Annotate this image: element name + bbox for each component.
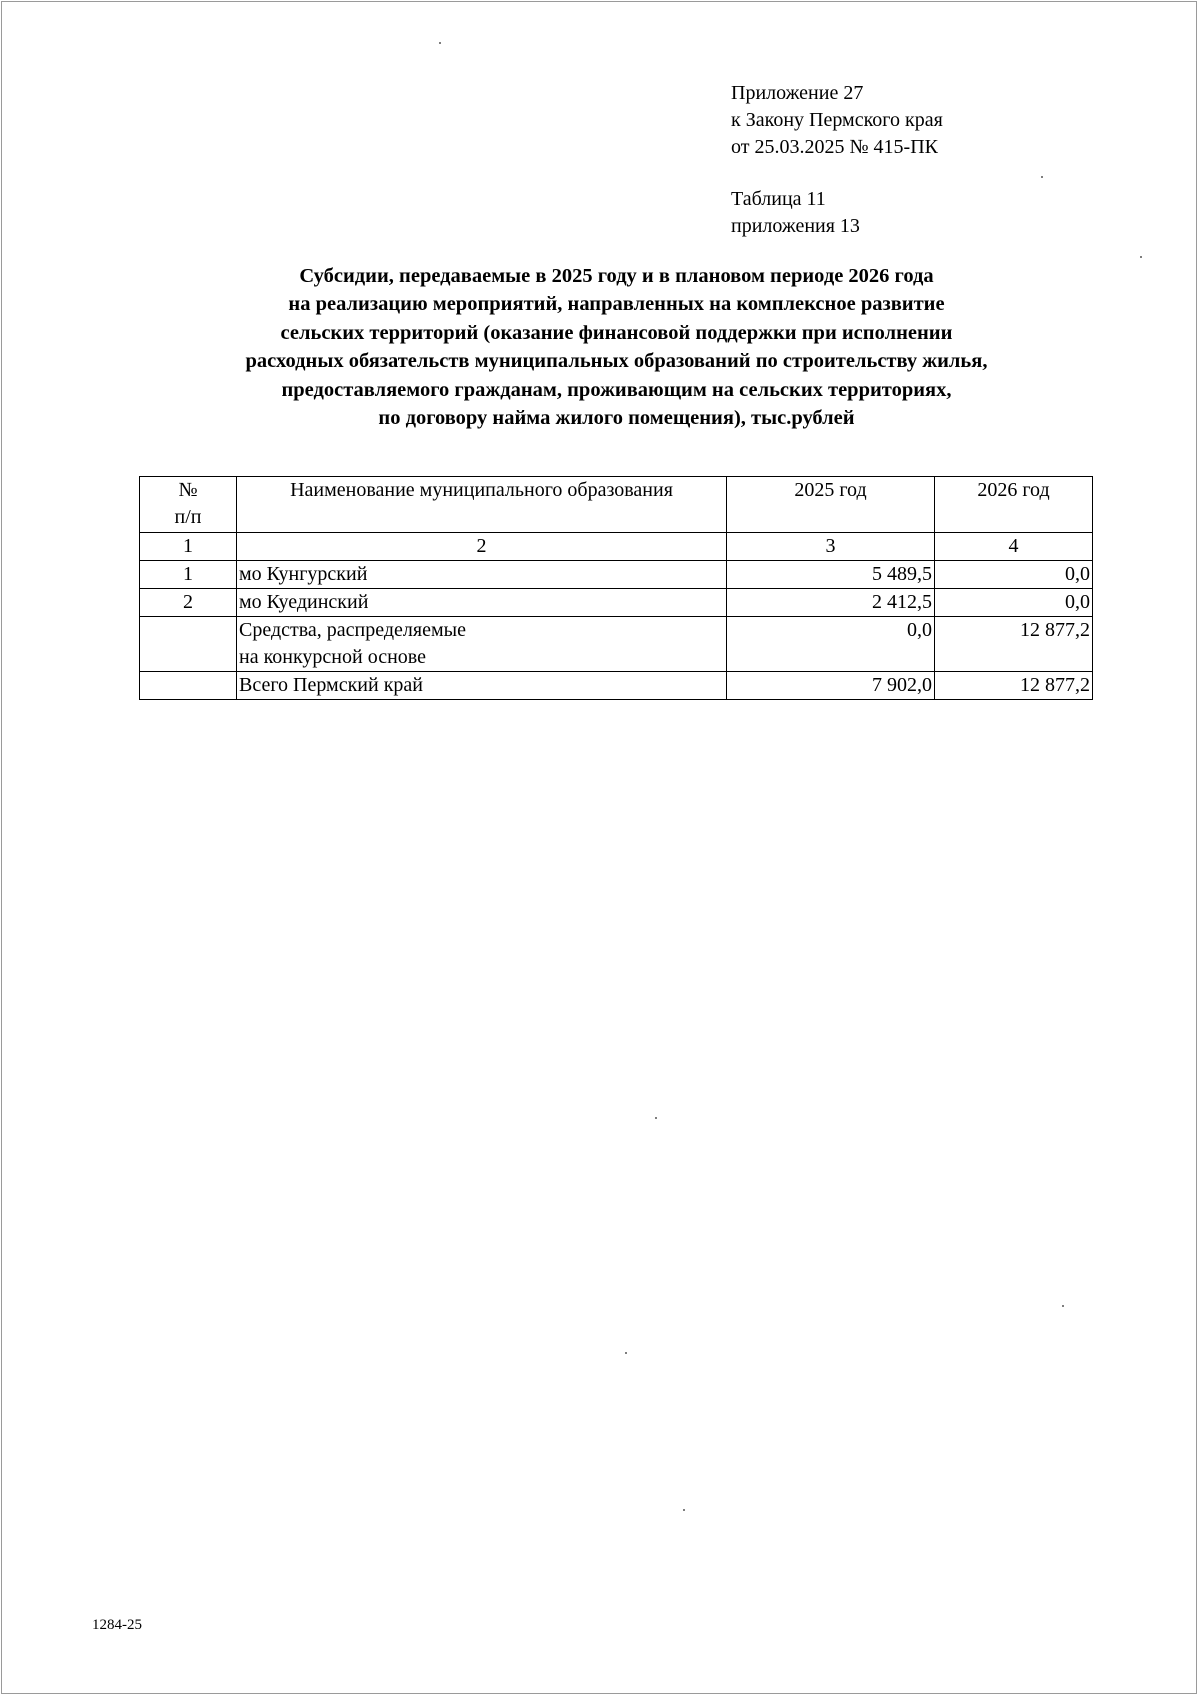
header-num-label: п/п (174, 506, 202, 528)
row-num: 1 (140, 561, 237, 589)
header-name: Наименование муниципального образования (237, 477, 727, 533)
scan-speck (655, 1117, 657, 1119)
header-2025: 2025 год (727, 477, 935, 533)
row-2025-value: 0,0 (727, 617, 935, 672)
title-line: предоставляемого гражданам, проживающим на сельских территориях, (281, 378, 952, 401)
title-line: сельских территорий (оказание финансовой поддержки при исполнении (280, 321, 953, 344)
page-border (1, 1, 1197, 1694)
row-num (140, 672, 237, 700)
scan-speck (1041, 176, 1043, 178)
appendix-date: от 25.03.2025 № 415-ПК (731, 136, 939, 158)
row-2026-value: 12 877,2 (935, 672, 1093, 700)
table-header-row (140, 477, 1093, 533)
column-index: 4 (935, 533, 1093, 561)
header-2026: 2026 год (935, 477, 1093, 533)
row-name: Всего Пермский край (237, 672, 727, 700)
header-num-symbol: № (178, 479, 198, 501)
appendix-law: к Закону Пермского края (731, 109, 943, 131)
row-name-line: на конкурсной основе (239, 646, 426, 668)
row-name: мо Кунгурский (237, 561, 727, 589)
table-row (140, 561, 1093, 589)
title-line: расходных обязательств муниципальных образований по строительству жилья, (245, 350, 988, 373)
document-title (120, 262, 1113, 432)
column-index: 2 (237, 533, 727, 561)
document-code: 1284-25 (92, 1617, 142, 1633)
header-num (140, 477, 237, 533)
title-line: по договору найма жилого помещения), тыс.рублей (378, 407, 855, 430)
table-reference (731, 186, 860, 240)
row-num: 2 (140, 589, 237, 617)
scan-speck (625, 1352, 627, 1354)
row-name (237, 617, 727, 672)
row-2026-value: 12 877,2 (935, 617, 1093, 672)
row-2025-value: 2 412,5 (727, 589, 935, 617)
row-2026-value: 0,0 (935, 561, 1093, 589)
column-index: 3 (727, 533, 935, 561)
scan-speck (1062, 1305, 1064, 1307)
table-appendix: приложения 13 (731, 215, 860, 237)
subsidy-table (139, 476, 1093, 700)
table-total-row (140, 672, 1093, 700)
table-row (140, 589, 1093, 617)
table-number: Таблица 11 (731, 188, 826, 210)
row-2025-value: 5 489,5 (727, 561, 935, 589)
row-name: мо Куединский (237, 589, 727, 617)
column-index-row (140, 533, 1093, 561)
appendix-reference (731, 80, 943, 161)
appendix-number: Приложение 27 (731, 82, 864, 104)
row-2025-value: 7 902,0 (727, 672, 935, 700)
scan-speck (1140, 256, 1142, 258)
row-2026-value: 0,0 (935, 589, 1093, 617)
row-name-line: Средства, распределяемые (239, 619, 466, 641)
row-num (140, 617, 237, 672)
title-line: Субсидии, передаваемые в 2025 году и в плановом периоде 2026 года (299, 265, 934, 287)
title-line: на реализацию мероприятий, направленных на комплексное развитие (288, 293, 945, 316)
scan-speck (683, 1509, 685, 1511)
table-row (140, 617, 1093, 672)
column-index: 1 (140, 533, 237, 561)
scan-speck (439, 42, 441, 44)
